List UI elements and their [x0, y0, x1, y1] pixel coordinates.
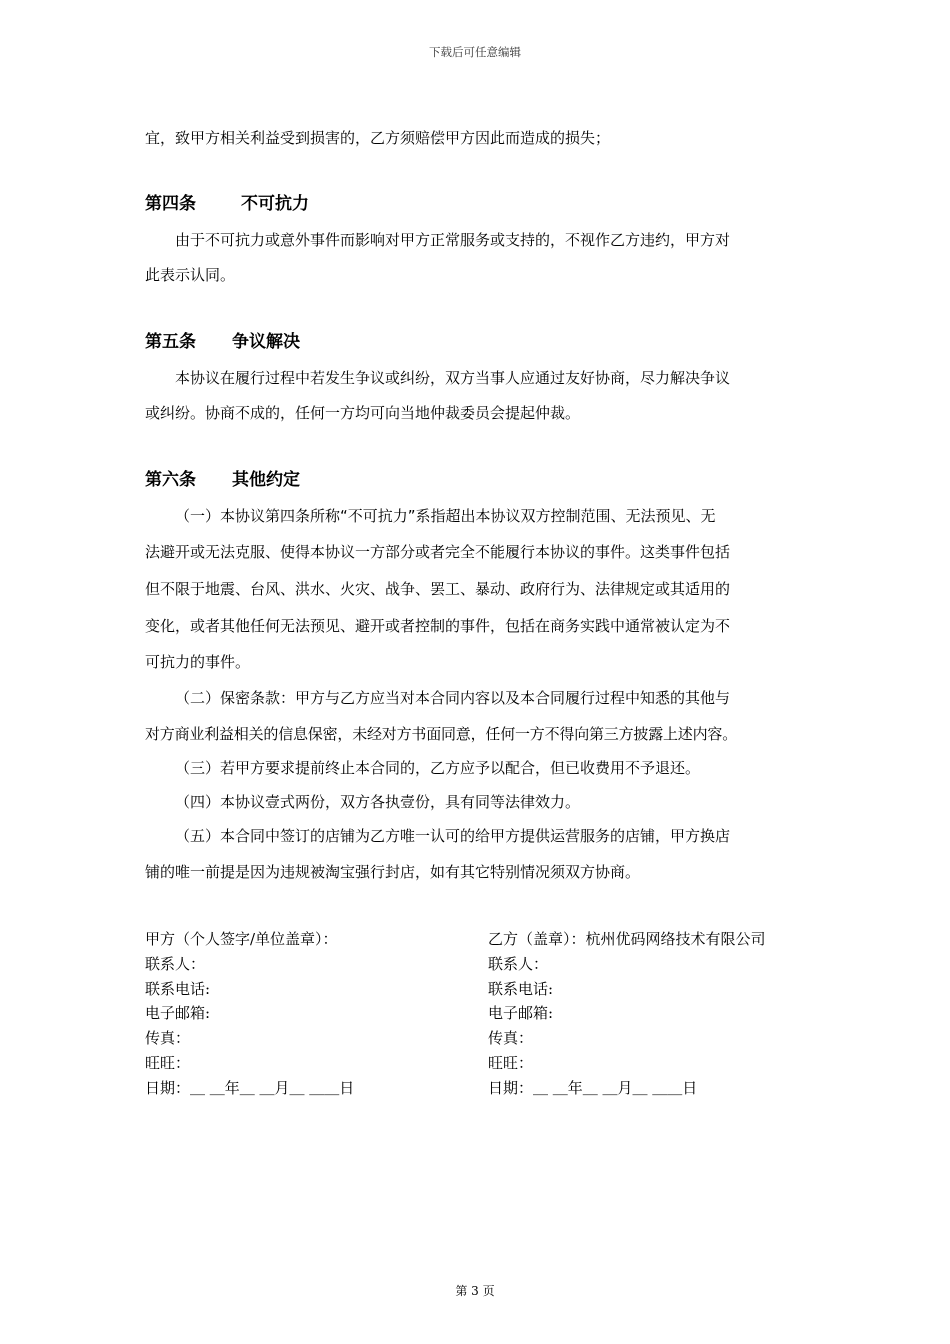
- party-b-wangwang: 旺旺：: [488, 1054, 534, 1072]
- party-b-fax: 传真：: [488, 1029, 534, 1047]
- page-number: 第 3 页: [455, 1284, 495, 1298]
- party-a-email: 电子邮箱:: [145, 1004, 211, 1022]
- article-5-line-2: 或纠纷。协商不成的，任何一方均可向当地仲裁委员会提起仲裁。: [145, 404, 581, 422]
- party-a-contact: 联系人：: [145, 955, 206, 973]
- article-6-line: 但不限于地震、台风、洪水、火灾、战争、罢工、暴动、政府行为、法律规定或其适用的: [145, 580, 731, 598]
- article-4-line-2: 此表示认同。: [145, 266, 236, 284]
- article-6-heading: [145, 469, 300, 491]
- article-6-line: （五）本合同中签订的店铺为乙方唯一认可的给甲方提供运营服务的店铺，甲方换店: [175, 827, 731, 845]
- article-4-heading: [145, 193, 309, 215]
- article-4-line-1: 由于不可抗力或意外事件而影响对甲方正常服务或支持的，不视作乙方违约，甲方对: [175, 231, 731, 249]
- party-a-fax: 传真：: [145, 1029, 191, 1047]
- article-6-line: 对方商业利益相关的信息保密，未经对方书面同意，任何一方不得向第三方披露上述内容。: [145, 725, 738, 743]
- article-6-title: 其他约定: [232, 470, 300, 490]
- article-4-title: 不可抗力: [241, 194, 309, 214]
- article-6-line: （三）若甲方要求提前终止本合同的，乙方应予以配合，但已收费用不予退还。: [175, 759, 701, 777]
- article-6-number: 第六条: [145, 470, 196, 490]
- party-b-contact: 联系人：: [488, 955, 549, 973]
- party-b-date: 日期：＿ ＿年＿ ＿月＿ ＿＿日: [488, 1079, 698, 1097]
- article-6-line: 法避开或无法克服、使得本协议一方部分或者完全不能履行本协议的事件。这类事件包括: [145, 543, 731, 561]
- intro-paragraph: 宜，致甲方相关利益受到损害的，乙方须赔偿甲方因此而造成的损失；: [145, 129, 611, 147]
- article-6-line: 变化，或者其他任何无法预见、避开或者控制的事件，包括在商务实践中通常被认定为不: [145, 617, 731, 635]
- party-a-phone: 联系电话:: [145, 980, 211, 998]
- article-5-number: 第五条: [145, 332, 196, 352]
- party-a-wangwang: 旺旺：: [145, 1054, 191, 1072]
- party-b-title: 乙方（盖章）：杭州优码网络技术有限公司: [488, 930, 766, 948]
- article-5-heading: [145, 331, 300, 353]
- article-6-line: 铺的唯一前提是因为违规被淘宝强行封店，如有其它特别情况须双方协商。: [145, 863, 641, 881]
- article-6-line: （四）本协议壹式两份，双方各执壹份，具有同等法律效力。: [175, 793, 581, 811]
- article-5-title: 争议解决: [232, 332, 300, 352]
- party-a-date: 日期：＿ ＿年＿ ＿月＿ ＿＿日: [145, 1079, 355, 1097]
- party-b-phone: 联系电话:: [488, 980, 554, 998]
- party-a-title: 甲方（个人签字/单位盖章）：: [145, 930, 338, 948]
- article-5-line-1: 本协议在履行过程中若发生争议或纠纷，双方当事人应通过友好协商，尽力解决争议: [175, 369, 731, 387]
- article-6-line: （一）本协议第四条所称“不可抗力”系指超出本协议双方控制范围、无法预见、无: [175, 507, 716, 525]
- article-6-line: （二）保密条款：甲方与乙方应当对本合同内容以及本合同履行过程中知悉的其他与: [175, 689, 731, 707]
- party-b-email: 电子邮箱:: [488, 1004, 554, 1022]
- page-header: 下载后可任意编辑: [429, 45, 521, 59]
- article-4-number: 第四条: [145, 194, 196, 214]
- article-6-line: 可抗力的事件。: [145, 653, 251, 671]
